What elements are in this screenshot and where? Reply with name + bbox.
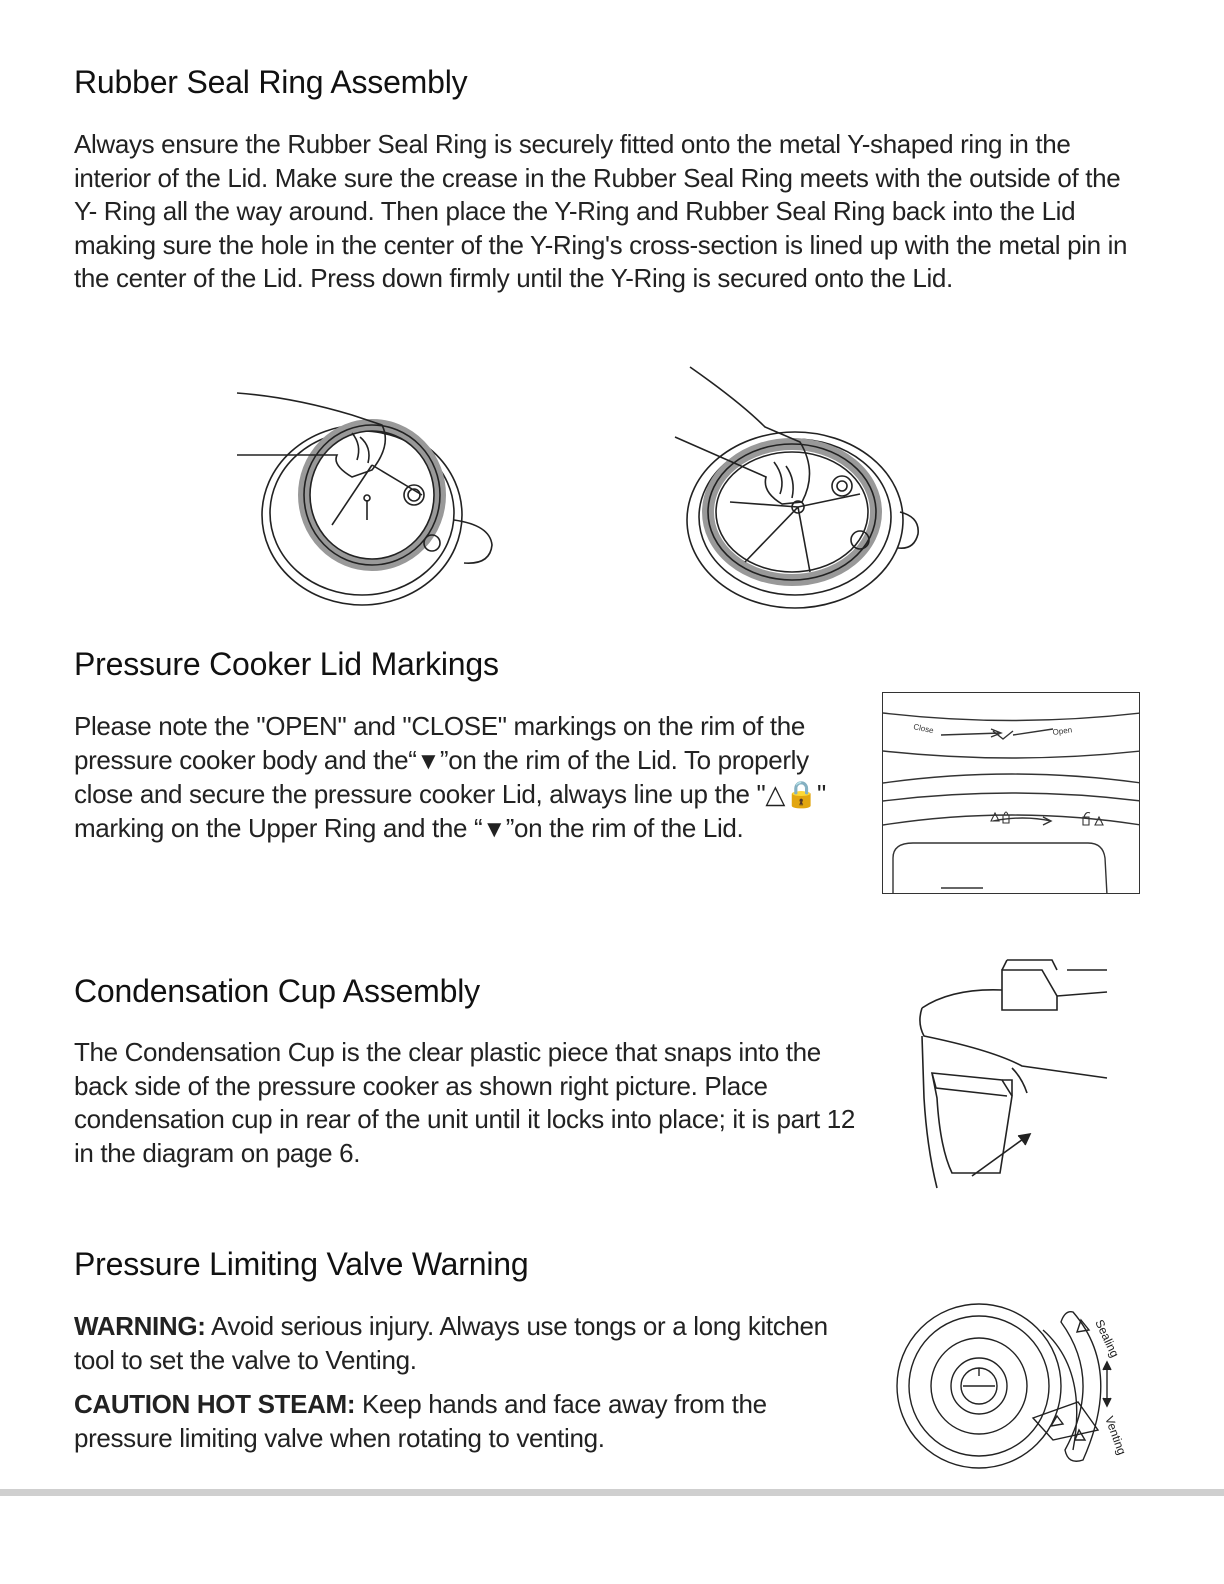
section-body-lid bbox=[74, 710, 844, 846]
caution-body: Keep hands and face away from the pressure limiting valve when rotating to venting. bbox=[74, 1389, 767, 1453]
condensation-cup-illustration bbox=[912, 948, 1112, 1193]
triangle-lock-icon: △🔒 bbox=[765, 779, 818, 810]
section-body-seal: Always ensure the Rubber Seal Ring is securely fitted onto the metal Y-shaped ring in the interior of the Lid. Make sure the crease in the Rubber Seal Ring meets with the outside of the Y- Ring all the way around. Then place the Y-Ring and Rubber Seal Ring back into the Lid making sure the hole in the center of the Y-Ring's cross-section is lined up with the metal pin in the center of the Lid. Press down firmly until the Y-Ring is secured onto the Lid. bbox=[74, 129, 1128, 294]
lid-body-part-4: ”on the rim of the Lid. bbox=[505, 812, 744, 843]
section-title-lid: Pressure Cooker Lid Markings bbox=[74, 646, 499, 682]
sealing-label: Sealing bbox=[1092, 1317, 1122, 1360]
lid-markings-figure bbox=[882, 692, 1140, 894]
section-title-valve: Pressure Limiting Valve Warning bbox=[74, 1246, 529, 1282]
lid-body-part-2: ”on the rim of the Lid. To properly close and secure the pressure cooker Lid, always line up the " bbox=[74, 744, 809, 810]
section-body-cup: The Condensation Cup is the clear plastic piece that snaps into the back side of the pressure cooker as shown right picture. Place condensation cup in rear of the unit until it locks into place; it is part 12 in the diagram on page 6. bbox=[74, 1037, 855, 1168]
footer-divider bbox=[0, 1489, 1224, 1496]
caution-label: CAUTION HOT STEAM: bbox=[74, 1389, 356, 1419]
warning-label: WARNING: bbox=[74, 1311, 206, 1341]
down-triangle-icon: ▼ bbox=[416, 747, 440, 775]
down-triangle-icon-2: ▼ bbox=[482, 815, 506, 843]
pressure-valve-illustration bbox=[893, 1300, 1133, 1475]
warning-body: Avoid serious injury. Always use tongs or a long kitchen tool to set the valve to Venting. bbox=[74, 1311, 828, 1375]
venting-label: Venting bbox=[1102, 1414, 1130, 1457]
valve-warning-text bbox=[74, 1310, 844, 1377]
section-title-cup: Condensation Cup Assembly bbox=[74, 973, 480, 1009]
section-title-seal: Rubber Seal Ring Assembly bbox=[74, 64, 468, 100]
seal-ring-illustration-left bbox=[232, 385, 502, 615]
lid-body-part-3: " marking on the Upper Ring and the “ bbox=[74, 779, 826, 843]
close-label: Close bbox=[912, 722, 935, 736]
open-label: Open bbox=[1052, 725, 1073, 737]
seal-ring-illustration-right bbox=[670, 362, 920, 617]
valve-caution-text bbox=[74, 1388, 844, 1455]
lid-body-part-1: Please note the "OPEN" and "CLOSE" markings on the rim of the pressure cooker body and the“ bbox=[74, 711, 805, 775]
